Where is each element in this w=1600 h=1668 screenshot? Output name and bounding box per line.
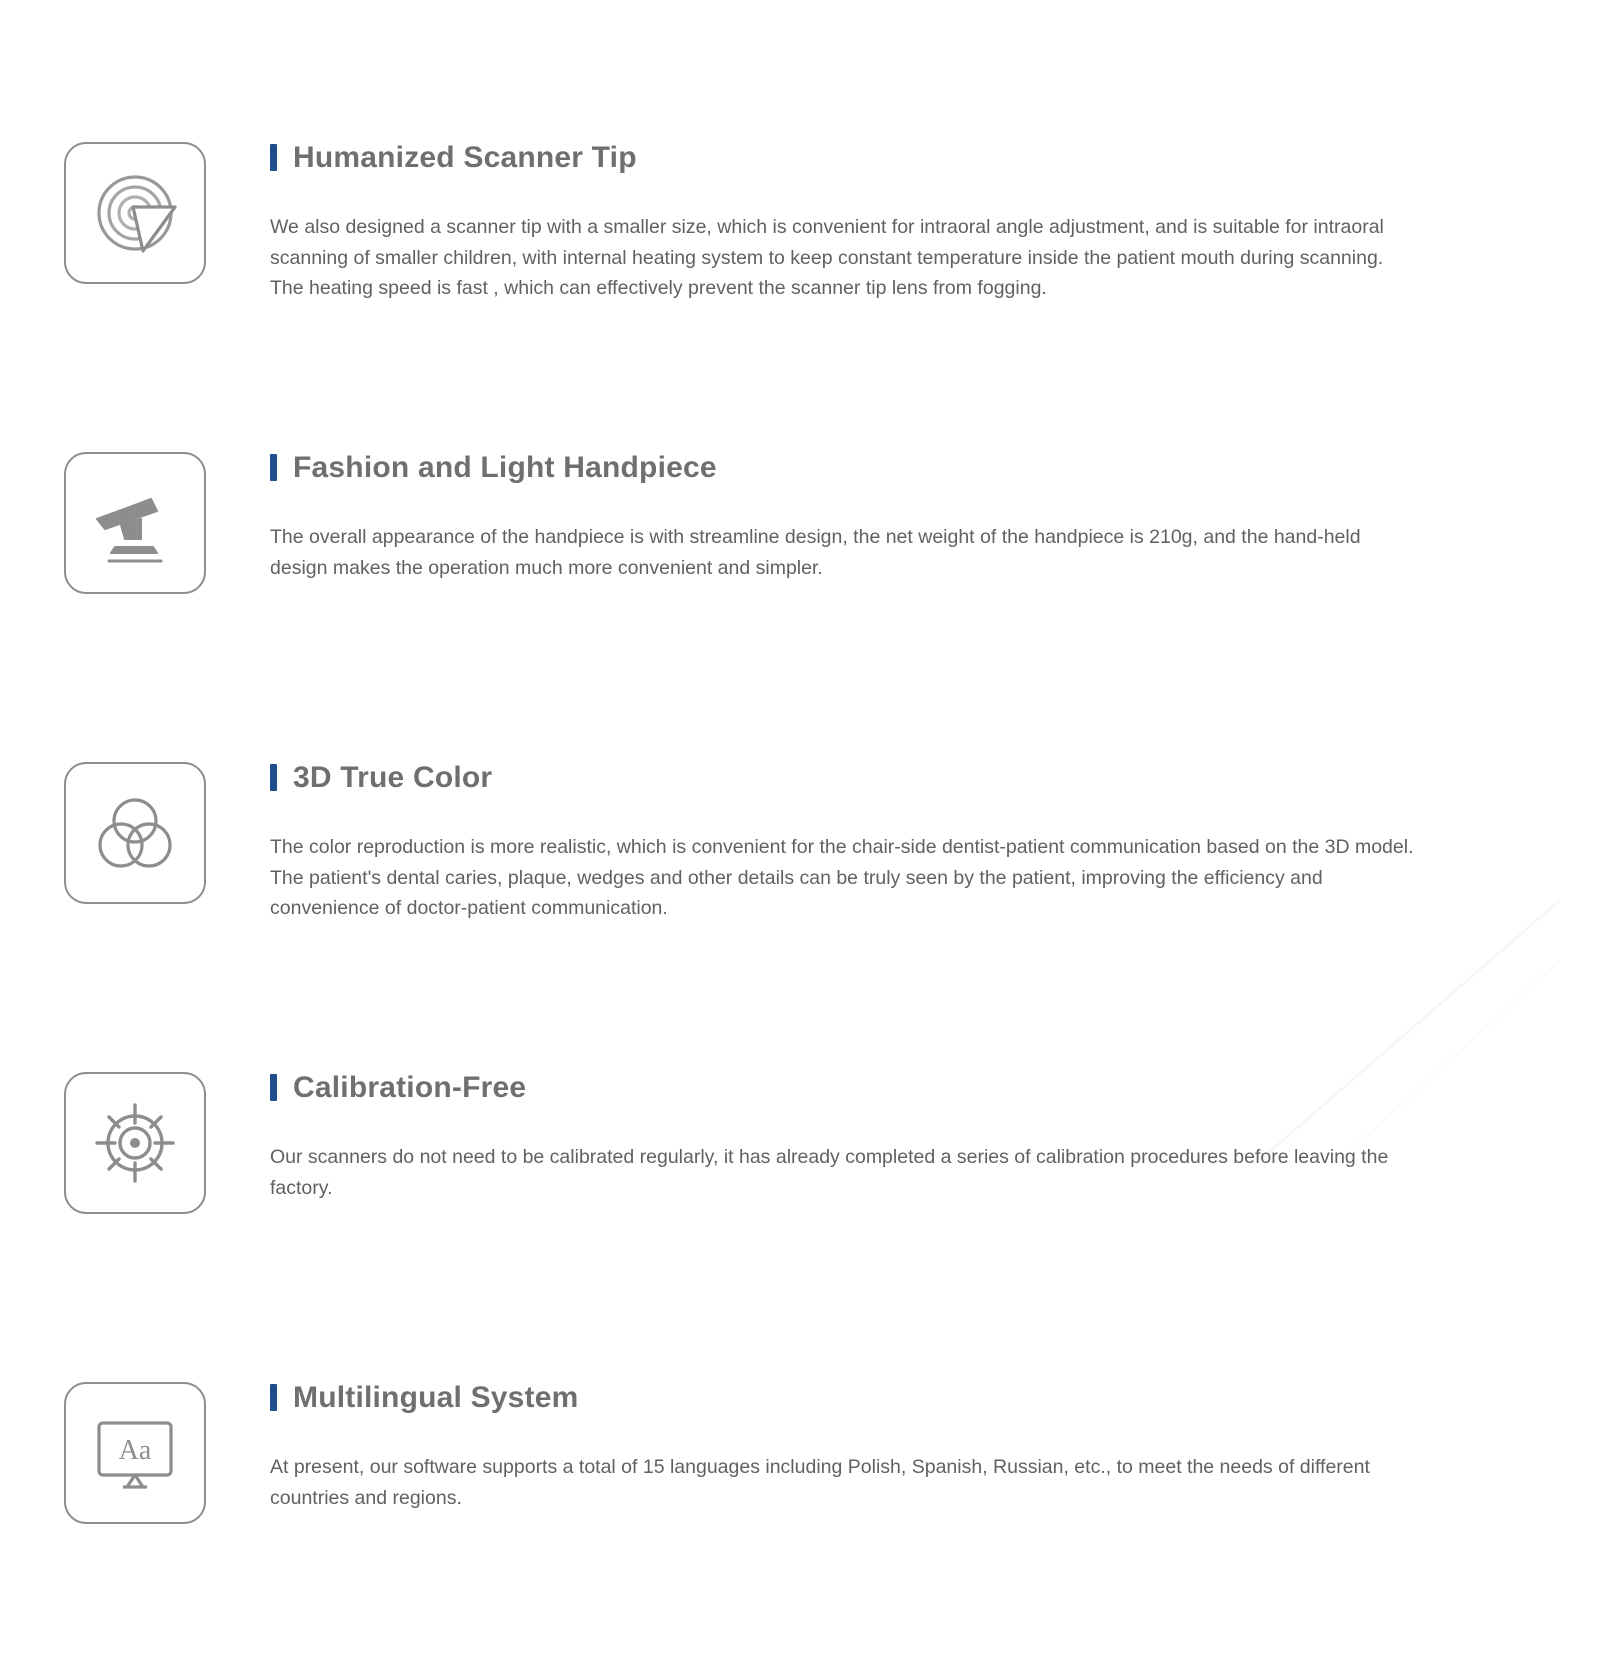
feature-text <box>270 428 1600 583</box>
feature-item <box>0 428 1600 738</box>
feature-item <box>0 1048 1600 1358</box>
feature-description: Our scanners do not need to be calibrated regularly, it has already completed a series of calibration procedures before leaving the factory. <box>270 1145 1389 1199</box>
feature-icon-container <box>0 428 270 594</box>
title-accent-bar <box>270 454 277 481</box>
title-accent-bar <box>270 1074 277 1101</box>
feature-item <box>0 118 1600 428</box>
icon-box <box>64 762 206 904</box>
feature-title: 3D True Color <box>293 760 493 794</box>
feature-title: Calibration-Free <box>293 1070 527 1104</box>
handpiece-icon <box>85 473 185 573</box>
feature-title: Multilingual System <box>293 1380 579 1414</box>
feature-icon-container <box>0 1358 270 1524</box>
aa-glyph: Aa <box>118 1435 152 1466</box>
feature-item <box>0 738 1600 1048</box>
feature-text <box>270 1358 1600 1513</box>
feature-list <box>0 118 1600 1668</box>
color-circles-icon <box>85 783 185 883</box>
feature-description: The color reproduction is more realistic, which is convenient for the chair-side dentist-patient communication based on the 3D model. The patient's dental caries, plaque, wedges and other details can be truly seen by the patient, improving the efficiency and convenience of doctor-patient communication. <box>270 835 1414 920</box>
icon-box <box>64 1072 206 1214</box>
feature-title: Fashion and Light Handpiece <box>293 450 717 484</box>
feature-title-row <box>270 428 1450 508</box>
icon-box <box>64 142 206 284</box>
monitor-aa-icon <box>85 1403 185 1503</box>
icon-box <box>64 452 206 594</box>
feature-icon-container <box>0 118 270 284</box>
feature-title-row <box>270 1358 1450 1438</box>
feature-item <box>0 1358 1600 1668</box>
feature-text <box>270 738 1600 924</box>
feature-title: Humanized Scanner Tip <box>293 140 637 174</box>
feature-title-row <box>270 1048 1450 1128</box>
feature-description: At present, our software supports a total of 15 languages including Polish, Spanish, Russian, etc., to meet the needs of different countries and regions. <box>270 1455 1370 1509</box>
feature-icon-container <box>0 1048 270 1214</box>
feature-description: The overall appearance of the handpiece is with streamline design, the net weight of the handpiece is 210g, and the hand-held design makes the operation much more convenient and simpler. <box>270 525 1361 579</box>
scanner-tip-icon <box>85 163 185 263</box>
feature-text <box>270 1048 1600 1203</box>
title-accent-bar <box>270 764 277 791</box>
crosshair-target-icon <box>85 1093 185 1193</box>
feature-title-row <box>270 118 1450 198</box>
feature-title-row <box>270 738 1450 818</box>
title-accent-bar <box>270 144 277 171</box>
feature-text <box>270 118 1600 304</box>
feature-description: We also designed a scanner tip with a smaller size, which is convenient for intraoral angle adjustment, and is suitable for intraoral scanning of smaller children, with internal heating system to keep constant temperature inside the patient mouth during scanning. The heating speed is fast , which can effectively prevent the scanner tip lens from fogging. <box>270 215 1384 300</box>
feature-icon-container <box>0 738 270 904</box>
icon-box <box>64 1382 206 1524</box>
title-accent-bar <box>270 1384 277 1411</box>
